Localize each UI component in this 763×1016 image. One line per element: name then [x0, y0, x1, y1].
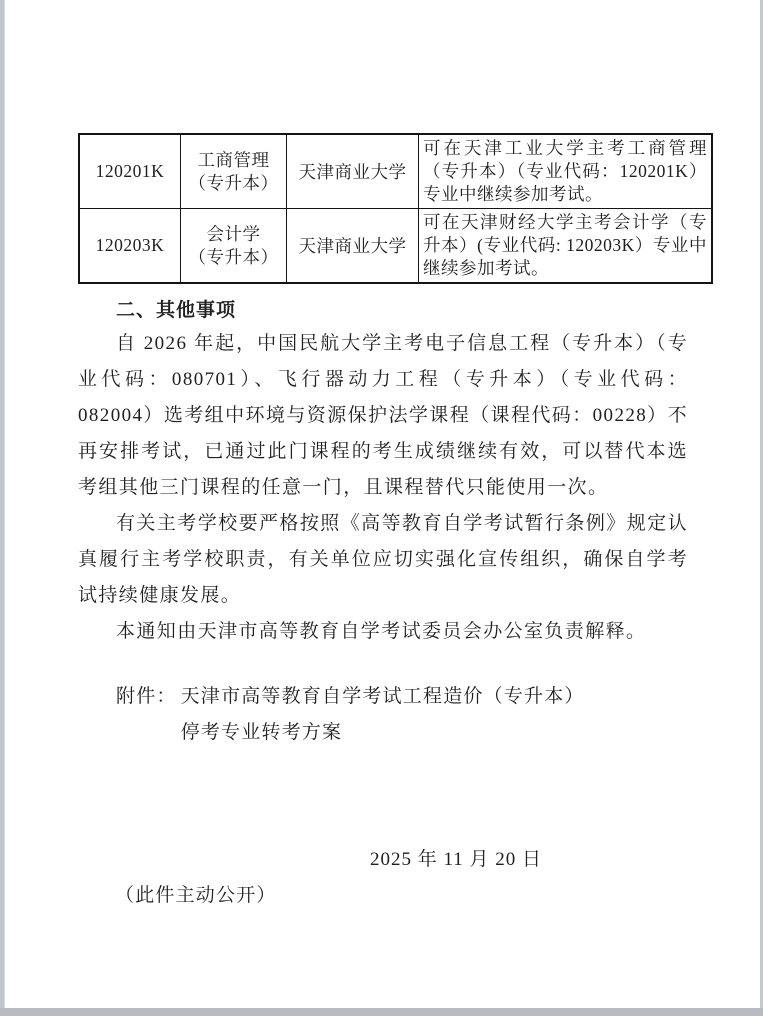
disclosure-note: （此件主动公开） [115, 885, 277, 906]
major-code-cell: 120203K [79, 209, 181, 284]
attachment-title-line1: 天津市高等教育自学考试工程造价（专升本） [180, 686, 585, 707]
transfer-majors-table [78, 133, 713, 284]
university-cell: 天津商业大学 [287, 209, 419, 284]
attachment-title [181, 679, 585, 751]
major-code-cell: 120201K [79, 134, 181, 209]
issue-date: 2025 年 11 月 20 日 [370, 849, 543, 870]
table-row [79, 209, 712, 284]
document-page [78, 0, 707, 914]
transfer-note-cell: 可在天津工业大学主考工商管理（专升本）（专业代码：120201K）专业中继续参加考试。 [419, 134, 713, 209]
attachment-label: 附件： [116, 686, 177, 707]
major-name-line1: 工商管理 [197, 149, 270, 170]
university-cell: 天津商业大学 [287, 134, 419, 209]
paragraph-school-duties: 有关主考学校要严格按照《高等教育自学考试暂行条例》规定认真履行主考学校职责，有关单位应切实强化宣传组织，确保自学考试持续健康发展。 [78, 513, 688, 606]
paragraph-course-substitution: 自 2026 年起，中国民航大学主考电子信息工程（专升本）（专业代码：080701）、飞行器动力工程（专升本）（专业代码：082004）选考组中环境与资源保护法学课程（课程代码：00228）不再安排考试，已通过此门课程的考生成绩继续有效，可以替代本选考组其他三门课程的任意一门，且课程替代只能使用一次。 [78, 333, 688, 498]
table-row [79, 134, 712, 209]
major-name-cell [181, 209, 287, 284]
viewer-edge-bottom [0, 1008, 763, 1016]
major-name-line2: （专升本） [188, 246, 279, 267]
attachment-block [78, 679, 688, 751]
major-name-line1: 会计学 [206, 223, 261, 244]
major-name-line2: （专升本） [188, 172, 279, 193]
attachment-title-line2: 停考专业转考方案 [180, 722, 343, 743]
section-heading: 二、其他事项 [116, 300, 237, 321]
major-name-cell [181, 134, 287, 209]
transfer-note-cell: 可在天津财经大学主考会计学（专升本）(专业代码: 120203K）专业中继续参加考试。 [419, 209, 713, 284]
viewer-edge-left [0, 0, 5, 1016]
paragraph-interpretation: 本通知由天津市高等教育自学考试委员会办公室负责解释。 [116, 621, 647, 642]
